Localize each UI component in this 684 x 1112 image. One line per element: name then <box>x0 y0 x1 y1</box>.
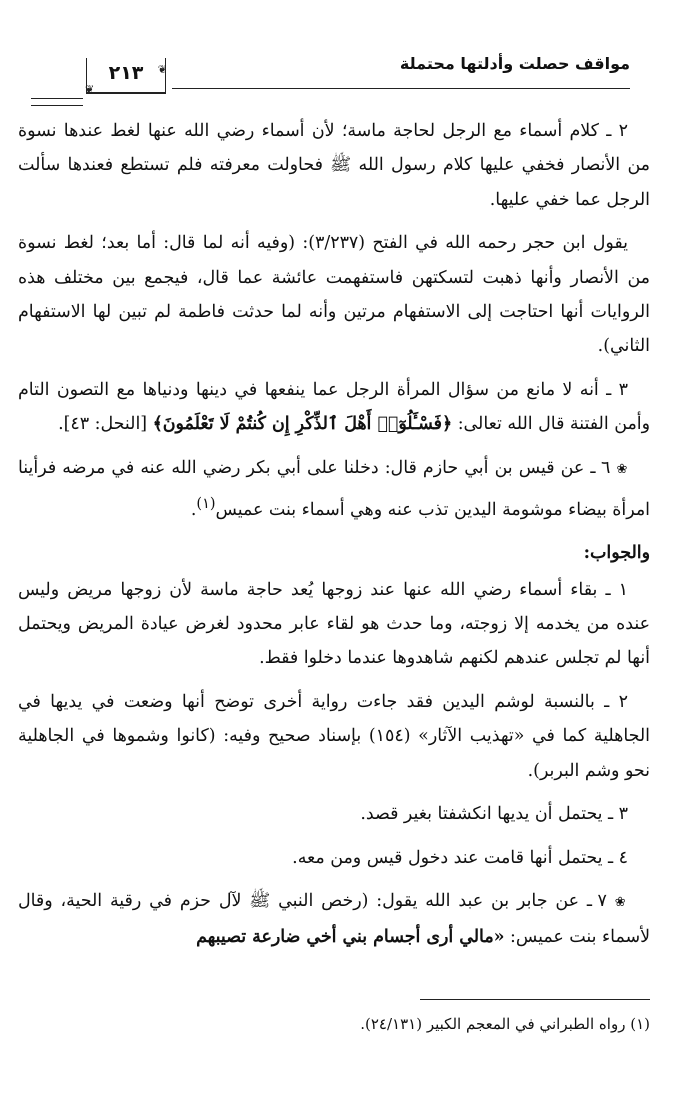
paragraph: ٣ ـ يحتمل أن يديها انكشفتا بغير قصد. <box>360 804 628 825</box>
decorative-double-rule <box>31 98 83 106</box>
paragraph: يقول ابن حجر رحمه الله في الفتح (٣/٢٣٧): (وفيه أنه لما قال: أما بعد؛ لغط نسوة من الأنصار وأنها ذهبت لتسكتهن فاستفهمت عائشة عما قال، فيجمع بين مختلف هذه الروايات أنها احتاجت إلى الاستفهام مرتين وأنه لما حدثت فاطمة لم تبين لها الاستفهام الثاني). <box>18 233 650 357</box>
paragraph-text: ٧ ـ عن جابر بن عبد الله يقول: (رخص النبي ﷺ لآل حزم في رقية الحية، وقال لأسماء بنت عميس: <box>18 890 650 948</box>
hadith-marker-icon: ❀ <box>616 461 628 477</box>
hadith-marker-icon: ❀ <box>614 894 628 910</box>
paragraph <box>18 373 650 442</box>
paragraph: ١ ـ بقاء أسماء رضي الله عنها عند زوجها يُعد حاجة ماسة لأن زوجها مريض وليس عنده من يخدمه إلا زوجته، وما حدث هو لقاء عابر محدود لغرض عيادة المريض ويحتمل أنها لم تجلس عندهم لكنهم شاهدوها عندما دخلوا فقط. <box>18 579 650 669</box>
footnote-reference: (١) <box>196 496 216 513</box>
paragraph: ٢ ـ بالنسبة لوشم اليدين فقد جاءت رواية أخرى توضح أنها وضعت في يديها في الجاهلية كما في «تهذيب الآثار» (١٥٤) بإسناد صحيح وفيه: (كانوا وشموها في الجاهلية نحو وشم البربر). <box>18 691 650 781</box>
paragraph: ❀ ٦ ـ عن قيس بن أبي حازم قال: دخلنا على أبي بكر رضي الله عنه في مرضه فرأينا امرأة بيضاء موشومة اليدين تذب عنه وهي أسماء بنت عميس$^{(١)}$. <box>18 457 650 520</box>
paragraph: ٤ ـ يحتمل أنها قامت عند دخول قيس ومن معه. <box>292 847 628 868</box>
header-rule <box>172 88 630 89</box>
footnote-separator <box>420 999 650 1000</box>
paragraph: ٢ ـ كلام أسماء مع الرجل لحاجة ماسة؛ لأن أسماء رضي الله عنها لغط عندها نسوة من الأنصار فخفي عليها كلام رسول الله ﷺ فحاولت معرفته فلم تستطع فعندها سألت الرجل عما خفي عليها. <box>18 121 650 210</box>
page-number: ٢١٣ <box>108 62 144 84</box>
paragraph-text: ٣ ـ أنه لا مانع من سؤال المرأة الرجل عما ينفعها في دينها ودنياها مع التصون التام وأمن الفتنة قال الله تعالى: <box>18 379 650 435</box>
running-title: مواقف حصلت وأدلتها محتملة <box>399 54 630 73</box>
ornament-icon: ❦ <box>157 63 167 76</box>
answer-heading: والجواب: <box>583 543 650 564</box>
hadith-quote: «مالي أرى أجسام بني أخي ضارعة تصيبهم <box>196 927 505 948</box>
ornament-icon: ❦ <box>85 83 95 96</box>
page-number-frame <box>86 58 166 94</box>
main-text <box>18 114 650 964</box>
quran-verse: ﴿فَسْـَٔلُوٓا۟ أَهْلَ ٱلذِّكْرِ إِن كُنتُمْ لَا تَعْلَمُونَ﴾ <box>152 414 453 435</box>
footnote: (١) رواه الطبراني في المعجم الكبير (٢٤/١٣١). <box>360 1015 650 1033</box>
page-header <box>56 40 630 98</box>
paragraph <box>18 884 650 955</box>
paragraph-text: ٦ ـ عن قيس بن أبي حازم قال: دخلنا على أبي بكر رضي الله عنه في مرضه فرأينا امرأة بيضاء موشومة اليدين تذب عنه وهي أسماء بنت عميس <box>18 457 650 520</box>
verse-reference: [النحل: ٤٣]. <box>58 414 148 435</box>
